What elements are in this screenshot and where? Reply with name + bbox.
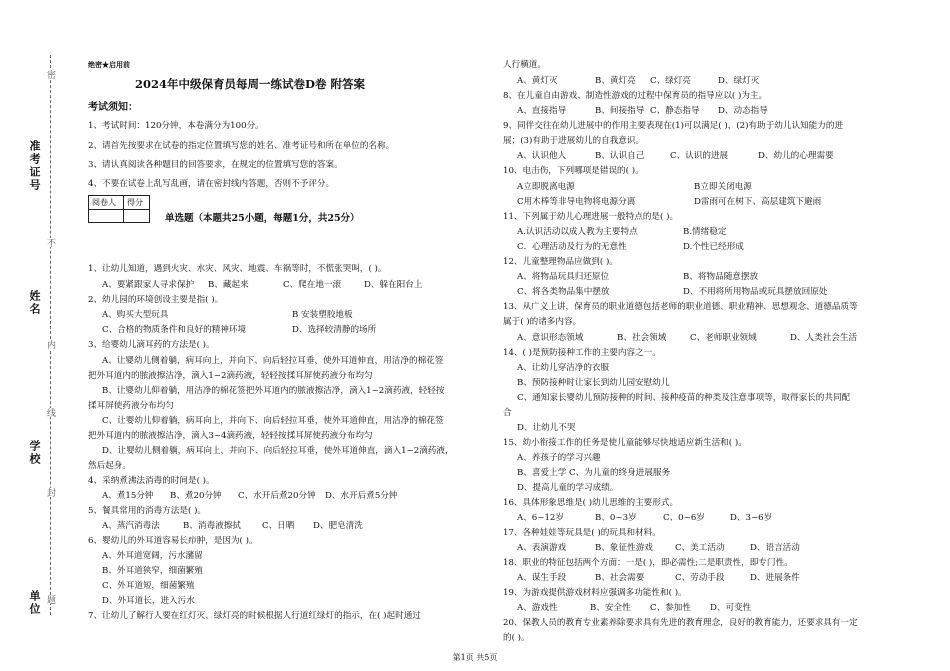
option[interactable]: D、进展条件 [750, 573, 800, 583]
page-footer: 第1页 共5页 [452, 653, 498, 662]
option[interactable]: D雷雨可在树下、高层建筑下避雨 [694, 197, 822, 207]
option[interactable]: A、要紧跟家人寻求保护 [102, 280, 195, 290]
option[interactable]: D、可变性 [710, 603, 752, 613]
option[interactable]: C、水开后煮20分钟 [238, 491, 316, 501]
seal-line [50, 55, 51, 615]
option[interactable]: B、间接指导 [595, 106, 645, 116]
question-continued: 展；(3)有助于进展幼儿的自我意识。 [503, 136, 645, 146]
label-unit: 单位 [28, 590, 41, 616]
option[interactable]: B、外耳道狭窄，细菌繁殖 [102, 566, 203, 576]
option[interactable]: D.个性已经形成 [683, 242, 744, 252]
label-exam-number: 准考证号 [28, 140, 41, 192]
question-text: 8、在儿童自由游戏、制造性游戏的过程中保育员的指导应以( )为主。 [503, 91, 768, 101]
option[interactable]: A、游戏性 [517, 603, 558, 613]
score-box-score: 得分 [124, 196, 150, 210]
option[interactable]: C、认识的进展 [670, 151, 729, 161]
option[interactable]: B、将物品随意摆放 [683, 272, 759, 282]
option[interactable]: A、黄灯灭 [517, 76, 558, 86]
option[interactable]: D、让幼儿不哭 [517, 423, 576, 433]
question-text: 16、具体形象思维是( )幼儿思维的主要形式。 [503, 498, 679, 508]
option[interactable]: B、预防接种时让家长到幼儿园安慰幼儿 [517, 378, 670, 388]
option-continued: 合 [503, 408, 512, 418]
question-continued: 人行横道。 [503, 60, 546, 70]
option[interactable]: C、爬在地一滚 [283, 280, 342, 290]
option[interactable]: B.情绪稳定 [683, 227, 727, 237]
score-box-cell[interactable] [89, 209, 124, 223]
option[interactable]: A、6~12岁 [517, 513, 564, 523]
option[interactable]: B、消毒液擦拭 [183, 521, 241, 531]
option[interactable]: A、购买大型玩具 [102, 310, 169, 320]
option[interactable]: D、水开后煮5分钟 [325, 491, 398, 501]
question-text: 19、为游戏提供游戏材料应强调多功能性和( )。 [503, 588, 687, 598]
question-text: 1、让幼儿知道，遇到火灾、水灾、风灾、地震、车祸等时，不慌张哭叫，( )。 [88, 264, 387, 274]
notice-item: 3、请认真阅读各种题目的回答要求，在规定的位置填写您的答案。 [88, 160, 343, 170]
option[interactable]: C、参加性 [650, 603, 691, 613]
option-continued: 把外耳道内的脓液擦洁净，滴入3~4滴药液，轻轻按揉耳屏使药液分布均匀 [88, 431, 373, 441]
option[interactable]: C、外耳道短，细菌繁殖 [102, 581, 195, 591]
option[interactable]: B、社会需要 [595, 573, 645, 583]
option[interactable]: A、外耳道宽阔，污水瀦留 [102, 551, 203, 561]
score-box-cell[interactable] [124, 209, 150, 223]
question-text: 9、同伴交往在幼儿进展中的作用主要表现在(1)可以满足( )，(2)有助于幼儿认知能力的进 [503, 121, 844, 131]
option[interactable]: C、0~6岁 [663, 513, 705, 523]
option[interactable]: D、3~6岁 [730, 513, 773, 523]
question-text: 15、幼小衔接工作的任务是使儿童能够尽快地适应新生活和( )。 [503, 438, 747, 448]
option[interactable]: B、喜爱上学 C、为儿童的终身进展服务 [517, 468, 671, 478]
option[interactable]: B、认识自己 [595, 151, 645, 161]
option[interactable]: A、将物品玩具归还原位 [517, 272, 610, 282]
option[interactable]: A.认识活动以成人教为主要特点 [517, 227, 638, 237]
option[interactable]: B、象征性游戏 [595, 543, 653, 553]
option[interactable]: D、不用将所用物品或玩具摆放回原处 [683, 287, 828, 297]
option[interactable]: C、合格的物质条件和良好的精神环境 [102, 325, 247, 335]
option[interactable]: D、语言活动 [750, 543, 800, 553]
option[interactable]: B、0~3岁 [595, 513, 637, 523]
option[interactable]: D、幼儿的心理需要 [758, 151, 834, 161]
option-continued: 把外耳道内的脓液擦洁净，滴入1~2滴药液，轻轻按揉耳屏使药液分布均匀 [88, 371, 373, 381]
page-title: 2024年中级保育员每周一练试卷D卷 附答案 [135, 77, 365, 91]
option[interactable]: D、绿灯灭 [718, 76, 760, 86]
score-box-grader: 阅卷人 [89, 196, 124, 210]
option[interactable]: A、蒸汽消毒法 [102, 521, 160, 531]
seal-mark: 线 [45, 408, 55, 417]
option[interactable]: D、外耳道长，进入污水 [102, 596, 195, 606]
option[interactable]: B、安全性 [590, 603, 631, 613]
option[interactable]: A、直接指导 [517, 106, 567, 116]
seal-mark: 内 [45, 340, 55, 349]
question-text: 10、电击伤，下列哪项是错误的( )。 [503, 166, 644, 176]
option[interactable]: A、表演游戏 [517, 543, 567, 553]
option-continued: 然后起身。 [88, 461, 131, 471]
question-text: 4、采纳煮沸法消毒的时间是( )。 [88, 476, 215, 486]
question-continued: 的( )。 [503, 633, 530, 643]
notice-item: 4、不要在试卷上乱写乱画，请在密封线内答题，否则不予评分。 [88, 179, 335, 189]
section-title: 单选题（本题共25小题，每题1分，共25分） [165, 213, 360, 224]
seal-mark: 密 [45, 70, 55, 79]
option[interactable]: D、提高儿童的学习成绩。 [517, 483, 619, 493]
option[interactable]: C用木棒等非导电物将电源分离 [517, 197, 636, 207]
question-text: 18、职业的特征包括两个方面：一是( )，即必需性;二是职责性，即专门性。 [503, 558, 793, 568]
question-text: 5、餐具常用的消毒方法是( )。 [88, 506, 207, 516]
option[interactable]: C、将各类物品集中摆放 [517, 287, 610, 297]
option[interactable]: B立即关闭电源 [694, 182, 752, 192]
option[interactable]: D、躲在阳台上 [364, 280, 423, 290]
question-text: 12、儿童整理物品应做到( )。 [503, 257, 618, 267]
seal-mark: 题 [45, 595, 55, 604]
question-text: 20、保教人员的教育专业素养除要求具有先进的教育理念，良好的教育能力，还要求具有一定 [503, 618, 858, 628]
option[interactable]: A、让幼儿穿洁净的衣服 [517, 363, 610, 373]
seal-mark: 封 [45, 488, 55, 497]
question-text: 17、各种娃娃等玩具是( )的玩具和材料。 [503, 528, 661, 538]
option[interactable]: B、社会领域 [617, 333, 667, 343]
notice-item: 2、请首先按要求在试卷的指定位置填写您的姓名、准考证号和所在单位的名称。 [88, 141, 395, 151]
question-text: 13、从广义上讲，保育员的职业道德包括老师的职业道德、职业精神、思想观念、道德品质等 [503, 302, 858, 312]
option[interactable]: C、让婴幼儿仰着躺，病耳向上，并向下、向后轻拉耳垂，使外耳道伸直，用洁净的棉花签 [102, 416, 444, 426]
option-continued: 揉耳屏使药液分布均匀 [88, 401, 174, 411]
option[interactable]: D、动态指导 [718, 106, 768, 116]
option[interactable]: B、煮20分钟 [170, 491, 222, 501]
option[interactable]: B、让婴幼儿仰着躺，用洁净的棉花签把外耳道内的脓液擦洁净，滴入1~2滴药液，轻轻按 [102, 386, 445, 396]
option[interactable]: C、日晒 [262, 521, 295, 531]
option[interactable]: A、煮15分钟 [102, 491, 154, 501]
option[interactable]: B、黄灯亮 [595, 76, 636, 86]
seal-mark: 不 [45, 238, 55, 247]
option[interactable]: C．心理活动及行为的无意性 [517, 242, 627, 252]
option[interactable]: A、认识他人 [517, 151, 567, 161]
score-box [88, 195, 150, 223]
option[interactable]: A、谋生手段 [517, 573, 567, 583]
question-continued: 属于( )的诸多内容。 [503, 317, 582, 327]
option[interactable]: D、让婴幼儿侧着躺，病耳向上，并向下、向后轻拉耳垂，使外耳道伸直，滴入1~2滴药液， [102, 446, 454, 456]
option[interactable]: D、肥皂清洗 [313, 521, 363, 531]
option[interactable]: A立即脱离电源 [517, 182, 575, 192]
option[interactable]: C、通知家长婴幼儿预防接种的时间、接种疫苗的种类及注意事项等，取得家长的共同配 [517, 393, 851, 403]
notice-heading: 考试须知： [88, 102, 138, 113]
option[interactable]: B、藏起来 [208, 280, 249, 290]
notice-item: 1、考试时间：120分钟，本卷满分为100分。 [88, 121, 264, 131]
option[interactable]: C、美工活动 [675, 543, 725, 553]
option[interactable]: A、养孩子的学习兴趣 [517, 453, 601, 463]
option[interactable]: C、劳动手段 [675, 573, 725, 583]
option[interactable]: B 安装塑胶地板 [292, 310, 353, 320]
option[interactable]: D、人类社会生活 [790, 333, 858, 343]
secret-label: 绝密★启用前 [88, 60, 130, 69]
question-text: 14、( )是预防接种工作的主要内容之一。 [503, 348, 661, 358]
option[interactable]: D、选择较清静的场所 [292, 325, 377, 335]
question-text: 11、下列属于幼儿心理进展一般特点的是( )。 [503, 212, 679, 222]
question-text: 2、幼儿园的环境创设主要是指( )。 [88, 295, 224, 305]
question-text: 6、婴幼儿的外耳道容易长疖肿，是因为( )。 [88, 536, 258, 546]
option[interactable]: A、意识形态领域 [517, 333, 584, 343]
question-text: 3、给婴幼儿滴耳药的方法是( )。 [88, 340, 215, 350]
question-text: 7、让幼儿了解行人要在红灯灭、绿灯亮的时候根据人行道红绿灯的指示，在( )起时通过 [88, 611, 421, 621]
option[interactable]: C、绿灯亮 [650, 76, 691, 86]
option[interactable]: C、老师职业领域 [690, 333, 757, 343]
option[interactable]: C、静态指导 [650, 106, 700, 116]
option[interactable]: A、让婴幼儿侧着躺，病耳向上，并向下、向后轻拉耳垂，使外耳道伸直，用洁净的棉花签 [102, 356, 444, 366]
label-name: 姓名 [28, 290, 41, 316]
seal-sidebar [0, 0, 72, 671]
label-school: 学校 [28, 440, 41, 466]
